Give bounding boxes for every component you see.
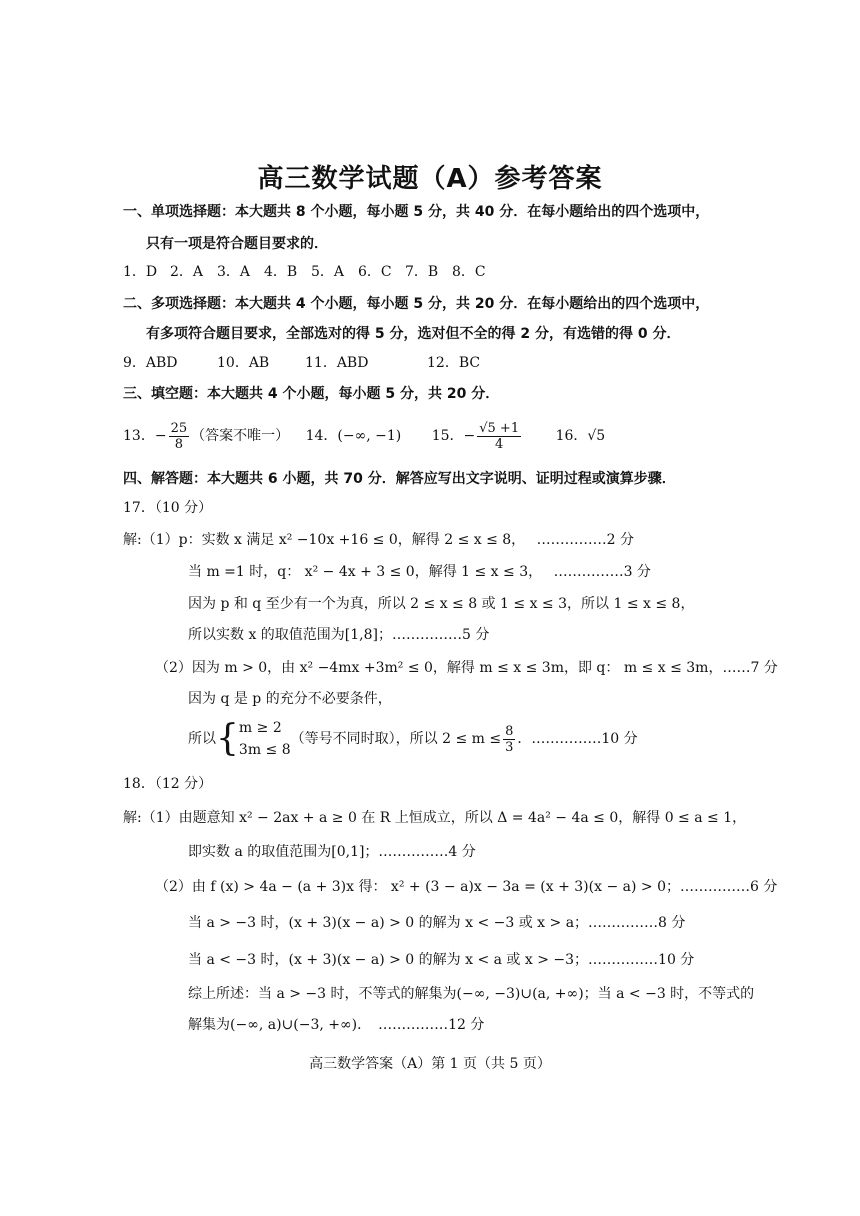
answer-12: 12．BC (427, 355, 481, 371)
answer-8: 8．C (452, 264, 486, 280)
problem-17-line-7 (188, 716, 638, 762)
problem-18-line-4: 当 a > −3 时，(x + 3)(x − a) > 0 的解为 x < −3 或 x > a；……………8 分 (188, 915, 686, 931)
left-brace: { (216, 718, 239, 759)
section-1-answers (123, 262, 486, 282)
problem-18-line-5: 当 a < −3 时，(x + 3)(x − a) > 0 的解为 x < a 或 x > −3；……………10 分 (188, 952, 695, 968)
answer-5: 5．A (311, 264, 345, 280)
q15-denominator: 4 (495, 436, 504, 452)
answer-9: 9．ABD (123, 355, 178, 371)
q13-label: 13． (123, 428, 155, 444)
q15-label: 15． (431, 428, 464, 444)
inequality-system (239, 717, 291, 761)
answer-7: 7．B (405, 264, 439, 280)
problem-17-line-6: 因为 q 是 p 的充分不必要条件， (188, 691, 392, 707)
answer-3: 3．A (217, 264, 251, 280)
problem-18-line-1: 解:（1）由题意知 x² − 2ax + a ≥ 0 在 R 上恒成立，所以 Δ = 4a² − 4a ≤ 0，解得 0 ≤ a ≤ 1， (123, 810, 747, 826)
q13-numerator: 25 (170, 420, 188, 436)
section-1-heading: 一、单项选择题：本大题共 8 个小题，每小题 5 分，共 40 分．在每小题给出的四个选项中， (123, 204, 710, 220)
q15-sign: − (463, 428, 476, 444)
section-3-heading: 三、填空题：本大题共 4 个小题，每小题 5 分，共 20 分． (123, 386, 500, 402)
p17-l7-middle: （等号不同时取），所以 2 ≤ m ≤ (290, 731, 502, 747)
problem-17-header: 17．（10 分） (123, 500, 213, 516)
section-2-answers (123, 353, 480, 373)
answer-11: 11．ABD (305, 355, 369, 371)
q13-denominator: 8 (174, 436, 183, 452)
p17-fraction (503, 724, 515, 755)
problem-17-line-4: 所以实数 x 的取值范围为[1,8]；……………5 分 (188, 627, 490, 643)
answer-1: 1．D (123, 264, 158, 280)
fill-in-answers (123, 418, 605, 454)
answer-6: 6．C (358, 264, 392, 280)
p17-l7-suffix: ．……………10 分 (517, 731, 638, 747)
problem-17-line-3: 因为 p 和 q 至少有一个为真，所以 2 ≤ x ≤ 8 或 1 ≤ x ≤ 3，所以 1 ≤ x ≤ 8， (188, 596, 695, 612)
p17-l7-prefix: 所以 (188, 731, 216, 747)
section-1-heading-cont: 只有一项是符合题目要求的． (146, 236, 328, 252)
page-footer: 高三数学答案（A）第 1 页（共 5 页） (309, 1056, 551, 1072)
problem-18-header: 18．（12 分） (123, 776, 213, 792)
p17-numerator: 8 (505, 723, 514, 739)
system-row-1: m ≥ 2 (238, 720, 282, 736)
q13-fraction (169, 421, 190, 452)
q13-sign: − (154, 428, 167, 444)
q13-note: （答案不唯一） (191, 428, 290, 444)
page-title: 高三数学试题（A）参考答案 (257, 164, 603, 194)
section-2-heading-cont: 有多项符合题目要求，全部选对的得 5 分，选对但不全的得 2 分，有选错的得 0 分． (146, 326, 681, 342)
q15-numerator: √5 +1 (479, 420, 520, 436)
p17-denominator: 3 (505, 739, 514, 755)
problem-18-line-7: 解集为(−∞, a)∪(−3, +∞)． ……………12 分 (188, 1017, 485, 1033)
section-4-heading: 四、解答题：本大题共 6 小题，共 70 分．解答应写出文字说明、证明过程或演算步骤． (123, 471, 676, 487)
system-row-2: 3m ≤ 8 (238, 742, 291, 758)
answer-2: 2．A (170, 264, 204, 280)
problem-18-line-2: 即实数 a 的取值范围为[0,1]；……………4 分 (188, 844, 476, 860)
problem-17-line-1: 解:（1）p：实数 x 满足 x² −10x +16 ≤ 0，解得 2 ≤ x ≤ 8， ……………2 分 (123, 532, 634, 548)
answer-4: 4．B (264, 264, 298, 280)
section-2-heading: 二、多项选择题：本大题共 4 个小题，每小题 5 分，共 20 分．在每小题给出的四个选项中， (123, 296, 710, 312)
problem-18-line-6: 综上所述：当 a > −3 时，不等式的解集为(−∞, −3)∪(a, +∞)；当 a < −3 时，不等式的 (188, 986, 755, 1002)
problem-17-line-5: （2）因为 m > 0，由 x² −4mx +3m² ≤ 0，解得 m ≤ x ≤ 3m，即 q： m ≤ x ≤ 3m，……7 分 (155, 660, 778, 676)
q16-answer: 16．√5 (555, 428, 606, 444)
q14-answer: 14．(−∞, −1) (305, 428, 402, 444)
answer-10: 10．AB (217, 355, 270, 371)
problem-17-line-2: 当 m =1 时，q： x² − 4x + 3 ≤ 0，解得 1 ≤ x ≤ 3， ……………3 分 (188, 564, 651, 580)
q15-fraction (477, 421, 521, 452)
problem-18-line-3: （2）由 f (x) > 4a − (a + 3)x 得： x² + (3 − a)x − 3a = (x + 3)(x − a) > 0；……………6 分 (155, 879, 778, 895)
